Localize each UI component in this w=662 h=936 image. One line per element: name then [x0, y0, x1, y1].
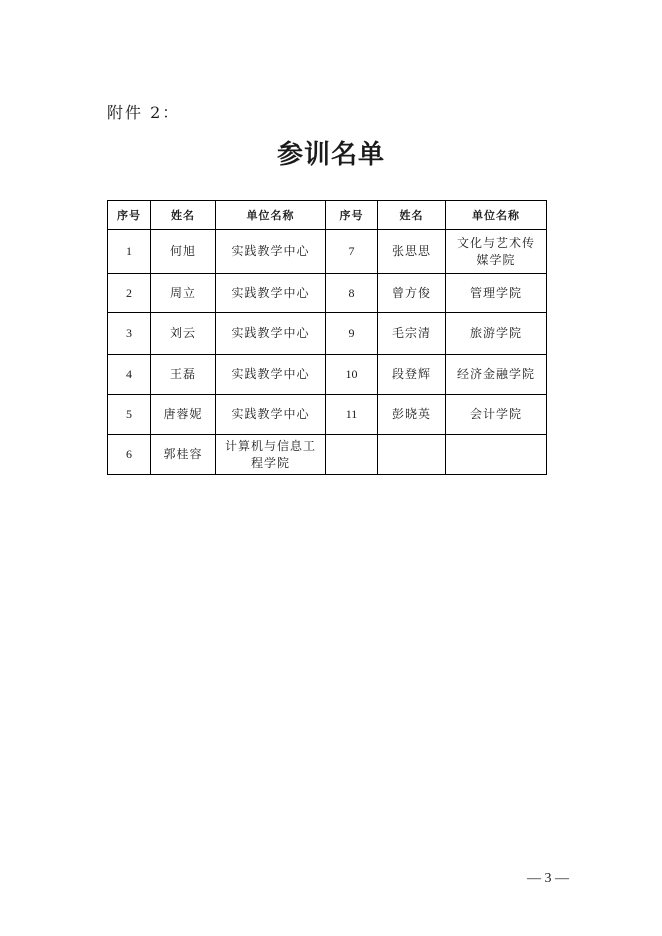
- attachment-label: 附件 2：: [107, 103, 181, 122]
- cell-unit: 实践教学中心: [216, 313, 326, 355]
- header-unit-2: 单位名称: [446, 201, 547, 230]
- cell-index: 2: [108, 274, 151, 313]
- cell-name: 唐蓉妮: [151, 395, 216, 435]
- header-index-1: 序号: [108, 201, 151, 230]
- cell-unit: 实践教学中心: [216, 395, 326, 435]
- cell-name: 郭桂容: [151, 435, 216, 475]
- cell-name: 王磊: [151, 355, 216, 395]
- table-row: [108, 274, 547, 313]
- cell-unit: 旅游学院: [446, 313, 547, 355]
- cell-name: 彭晓英: [378, 395, 446, 435]
- table-row: [108, 395, 547, 435]
- cell-unit: 实践教学中心: [216, 355, 326, 395]
- cell-index: 1: [108, 230, 151, 274]
- header-unit-1: 单位名称: [216, 201, 326, 230]
- cell-unit: 文化与艺术传媒学院: [446, 230, 547, 274]
- header-name-1: 姓名: [151, 201, 216, 230]
- participant-table: [107, 200, 547, 475]
- cell-unit: [446, 435, 547, 475]
- cell-name: 刘云: [151, 313, 216, 355]
- cell-unit: 经济金融学院: [446, 355, 547, 395]
- page-number: — 3 —: [527, 871, 569, 886]
- table-header-row: [108, 201, 547, 230]
- table-row: [108, 313, 547, 355]
- cell-index: 5: [108, 395, 151, 435]
- cell-name: 毛宗清: [378, 313, 446, 355]
- header-index-2: 序号: [326, 201, 378, 230]
- cell-index: 4: [108, 355, 151, 395]
- table-row: [108, 435, 547, 475]
- cell-index: 9: [326, 313, 378, 355]
- cell-unit: 实践教学中心: [216, 230, 326, 274]
- cell-index: [326, 435, 378, 475]
- cell-name: 段登辉: [378, 355, 446, 395]
- cell-index: 6: [108, 435, 151, 475]
- header-name-2: 姓名: [378, 201, 446, 230]
- table-row: [108, 355, 547, 395]
- cell-name: 曾方俊: [378, 274, 446, 313]
- cell-index: 7: [326, 230, 378, 274]
- cell-name: 何旭: [151, 230, 216, 274]
- table-row: [108, 230, 547, 274]
- cell-unit: 管理学院: [446, 274, 547, 313]
- cell-index: 11: [326, 395, 378, 435]
- cell-unit: 计算机与信息工程学院: [216, 435, 326, 475]
- cell-index: 10: [326, 355, 378, 395]
- cell-unit: 会计学院: [446, 395, 547, 435]
- cell-name: 周立: [151, 274, 216, 313]
- cell-index: 3: [108, 313, 151, 355]
- document-title: 参训名单: [276, 140, 385, 170]
- cell-index: 8: [326, 274, 378, 313]
- cell-name: [378, 435, 446, 475]
- cell-unit: 实践教学中心: [216, 274, 326, 313]
- cell-name: 张思思: [378, 230, 446, 274]
